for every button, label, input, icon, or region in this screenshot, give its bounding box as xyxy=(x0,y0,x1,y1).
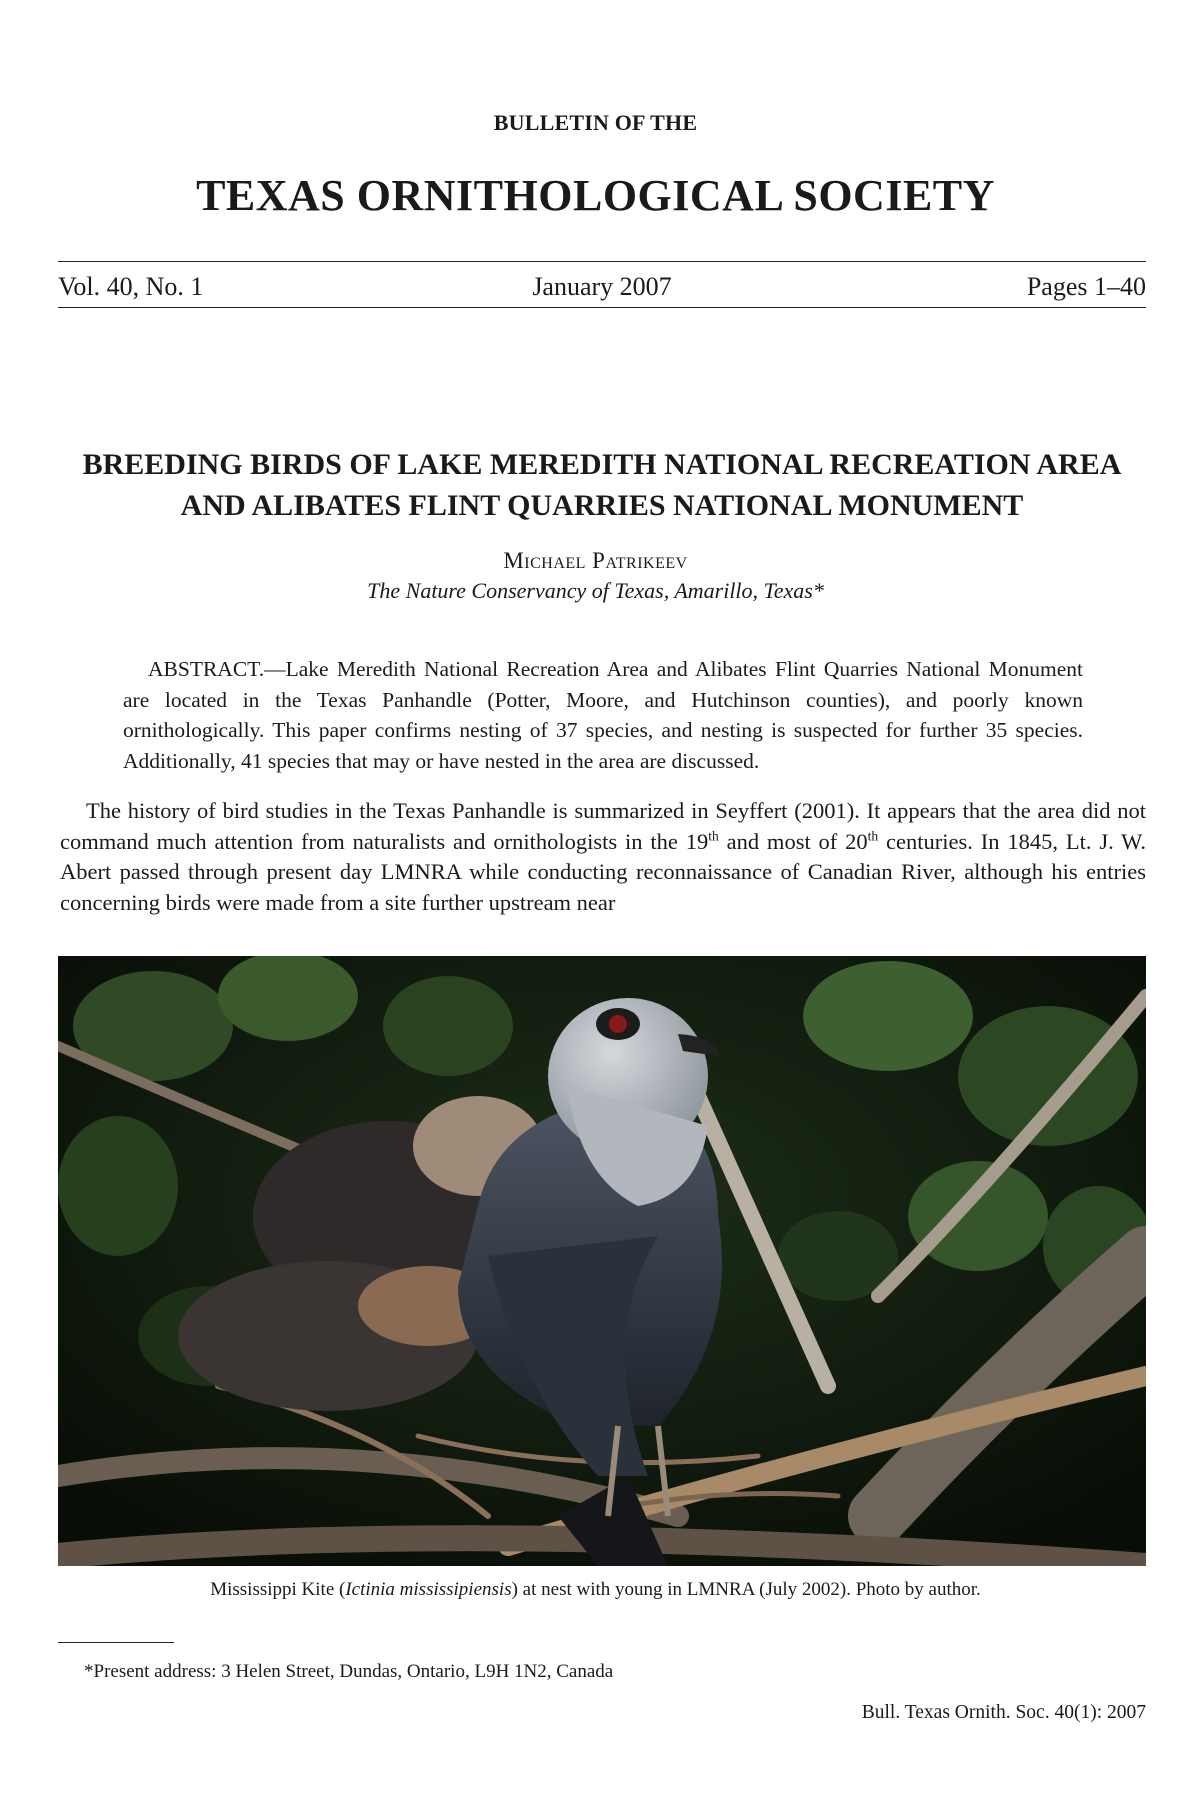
abstract: ABSTRACT.—Lake Meredith National Recreation Area and Alibates Flint Quarries National Monument are located in the Texas Panhandle (Potter, Moore, and Hutchinson counties), and poorly known ornithologically. This paper confirms nesting of 37 species, and nesting is suspected for further 35 species. Additionally, 41 species that may or have nested in the area are discussed. xyxy=(123,657,1083,773)
footnote: *Present address: 3 Helen Street, Dundas, Ontario, L9H 1N2, Canada xyxy=(84,1661,614,1682)
caption-text: Mississippi Kite ( xyxy=(210,1579,346,1600)
top-rule xyxy=(58,261,1146,262)
footnote-rule xyxy=(58,1642,174,1643)
issue-date: January 2007 xyxy=(532,272,672,301)
body-text-part: and most of 20 xyxy=(718,828,868,854)
caption-text: ) at nest with young in LMNRA (July 2002). Photo by author. xyxy=(511,1579,981,1600)
body-text-part: centuries. In 1845, Lt. J. W. Abert passed through present day LMNRA while conducting reconnaissance of Canadian River, although his entries concerning birds were made from a site further upstream near xyxy=(60,828,1146,915)
journal-title: TEXAS ORNITHOLOGICAL SOCIETY xyxy=(196,171,995,220)
issue-line xyxy=(58,272,1146,304)
figure-caption xyxy=(0,1579,1191,1601)
volume-number: Vol. 40, No. 1 xyxy=(58,272,204,301)
body-paragraph xyxy=(60,796,1146,918)
author-affiliation: The Nature Conservancy of Texas, Amarillo, Texas* xyxy=(367,578,824,603)
superscript: th xyxy=(867,828,879,843)
bulletin-label: BULLETIN OF THE xyxy=(493,110,698,135)
body-text-part: The history of bird studies in the Texas Panhandle is summarized in Seyffert (2001). It appears that the area did not command much attention from naturalists and ornithologists in the 19 xyxy=(60,798,1146,854)
article-title: BREEDING BIRDS OF LAKE MEREDITH NATIONAL RECREATION AREA AND ALIBATES FLINT QUARRIES NATIONAL MONUMENT xyxy=(82,448,1122,522)
journal-citation: Bull. Texas Ornith. Soc. 40(1): 2007 xyxy=(861,1702,1146,1723)
kite-nest-photo xyxy=(58,956,1146,1566)
author-name: Michael Patrikeev xyxy=(503,548,688,573)
superscript: th xyxy=(708,828,719,843)
caption-species: Ictinia mississipiensis xyxy=(345,1579,512,1600)
page-range: Pages 1–40 xyxy=(1026,272,1146,301)
bottom-rule xyxy=(58,307,1146,308)
